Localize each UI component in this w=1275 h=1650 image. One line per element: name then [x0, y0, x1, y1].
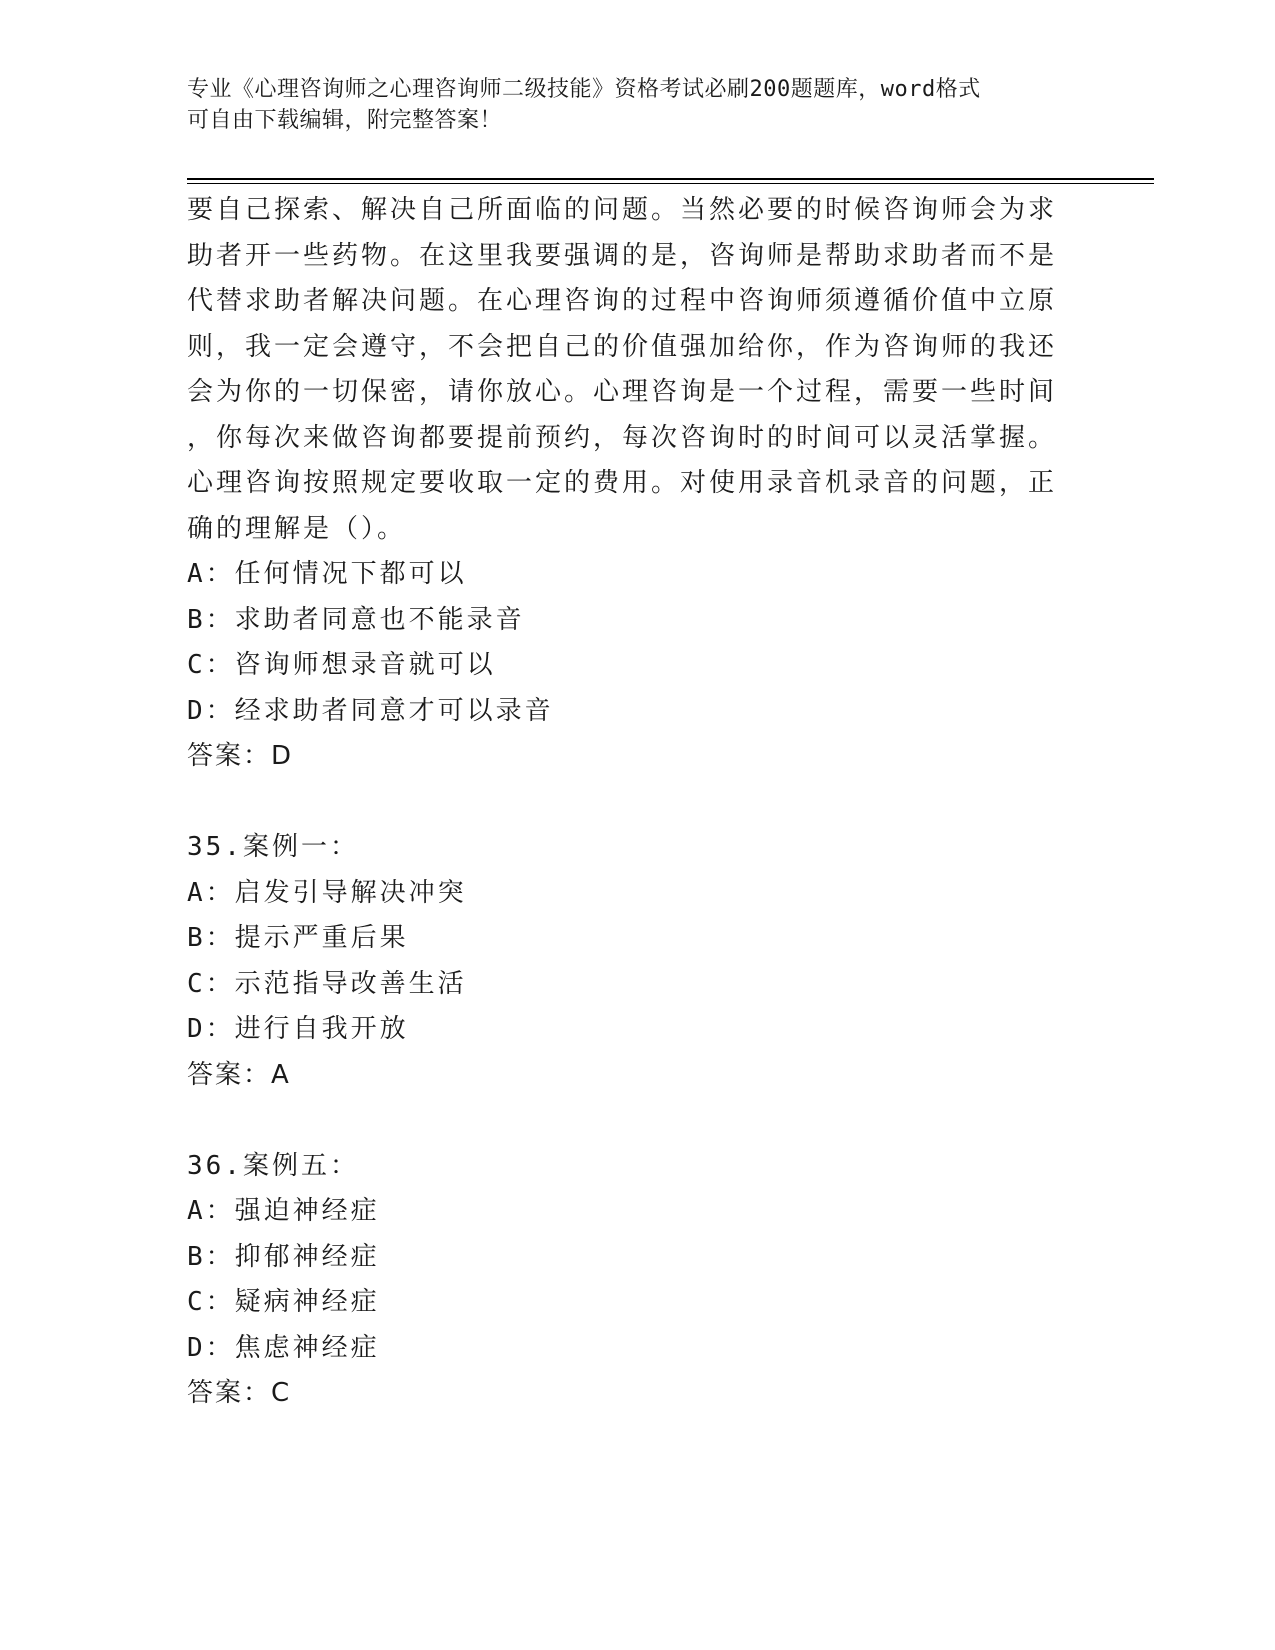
spacer	[187, 1098, 1087, 1144]
question-stem-line: 心理咨询按照规定要收取一定的费用。对使用录音机录音的问题，正	[187, 468, 1058, 498]
question-stem-line: 助者开一些药物。在这里我要强调的是，咨询师是帮助求助者而不是	[187, 240, 1058, 271]
option-b: B：求助者同意也不能录音	[187, 604, 525, 635]
option-c: C：示范指导改善生活	[187, 968, 467, 999]
answer-line: 答案：D	[187, 741, 294, 771]
header-rule-thick	[187, 178, 1154, 180]
document-header	[187, 74, 1067, 136]
answer-line: 答案：C	[187, 1378, 292, 1408]
question-stem-line: 确的理解是（）。	[187, 513, 407, 544]
question-block	[187, 1144, 1087, 1417]
question-stem-line: 要自己探索、解决自己所面临的问题。当然必要的时候咨询师会为求	[187, 195, 1058, 225]
option-a: A：任何情况下都可以	[187, 559, 467, 589]
question-stem-line: ，你每次来做咨询都要提前预约，每次咨询时的时间可以灵活掌握。	[187, 422, 1058, 453]
option-a: A：强迫神经症	[187, 1196, 380, 1226]
option-d: D：经求助者同意才可以录音	[187, 695, 554, 726]
question-title: 36.案例五：	[187, 1150, 359, 1181]
option-d: D：进行自我开放	[187, 1014, 409, 1044]
option-c: C：疑病神经症	[187, 1287, 380, 1317]
question-stem-line: 会为你的一切保密，请你放心。心理咨询是一个过程，需要一些时间	[187, 377, 1058, 407]
header-title-line-2: 可自由下载编辑，附完整答案！	[187, 108, 503, 133]
question-block	[187, 825, 1087, 1098]
question-stem-line: 代替求助者解决问题。在心理咨询的过程中咨询师须遵循价值中立原	[187, 286, 1058, 316]
question-block	[187, 188, 1087, 780]
header-title-line-1: 专业《心理咨询师之心理咨询师二级技能》资格考试必刷200题题库，word格式	[187, 77, 981, 102]
header-rule-thin	[187, 183, 1154, 184]
option-d: D：焦虑神经症	[187, 1332, 380, 1363]
question-list	[187, 188, 1087, 1417]
option-c: C：咨询师想录音就可以	[187, 650, 496, 680]
option-b: B：抑郁神经症	[187, 1241, 380, 1272]
question-title: 35.案例一：	[187, 832, 359, 862]
question-stem-line: 则，我一定会遵守，不会把自己的价值强加给你，作为咨询师的我还	[187, 331, 1058, 362]
answer-line: 答案：A	[187, 1059, 291, 1090]
option-b: B：提示严重后果	[187, 923, 409, 953]
spacer	[187, 780, 1087, 826]
option-a: A：启发引导解决冲突	[187, 877, 467, 908]
